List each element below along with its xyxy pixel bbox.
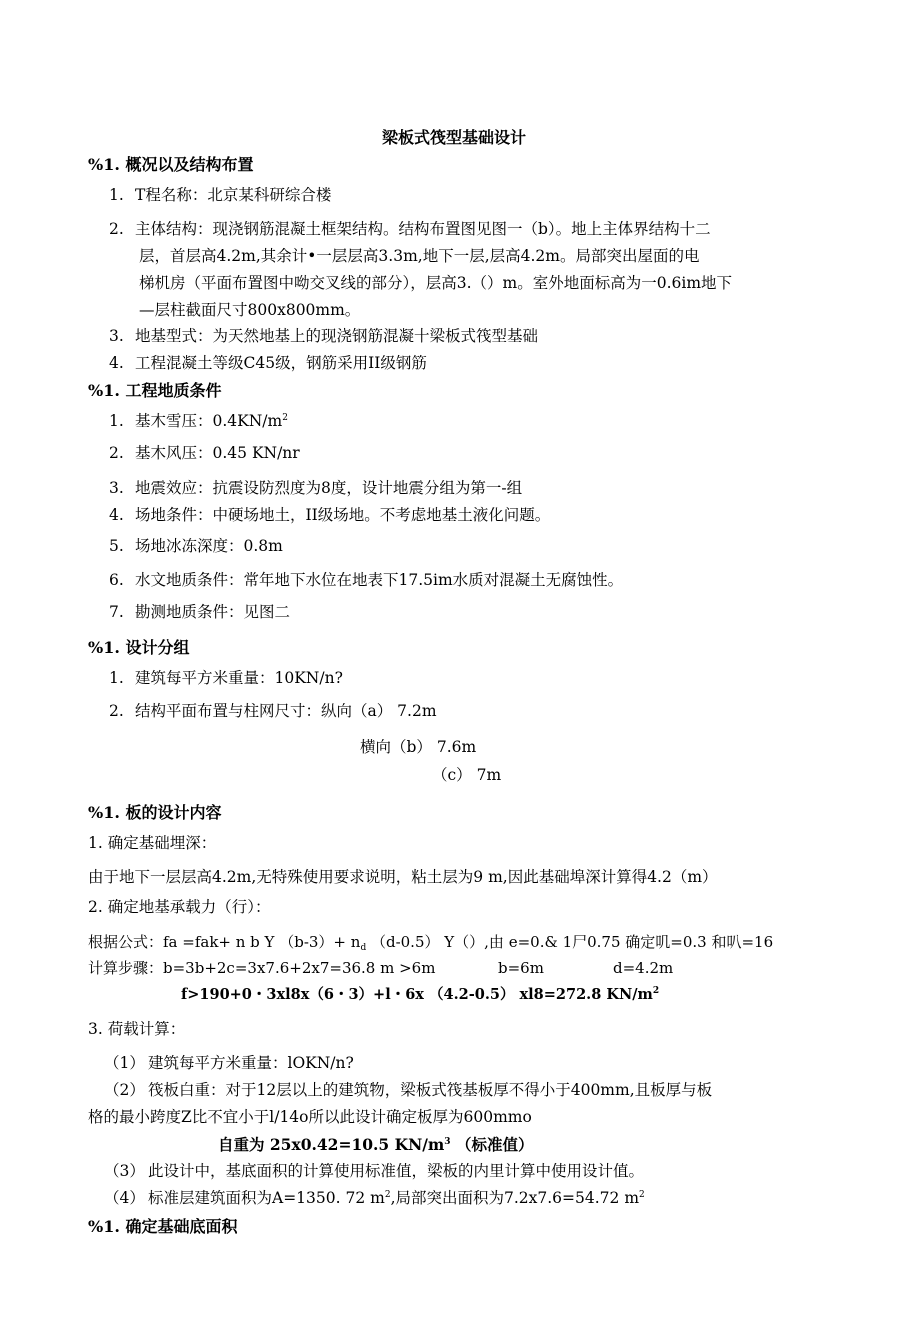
list-number: 1. [109, 186, 124, 204]
list-text: 水文地质条件：常年地下水位在地表下17.5im水质对混凝土无腐蚀性。 [135, 571, 624, 589]
superscript: 3 [444, 1137, 451, 1147]
paragraph-continuation: 梯机房（平面布置图中呦交叉线的部分），层高3.（）m。室外地面标高为一0.6im地下 [139, 274, 733, 292]
list-number: 2. [109, 702, 124, 720]
self-weight-text: 自重为 25x0.42=10.5 KN/m [218, 1135, 445, 1154]
list-item [109, 573, 623, 589]
list-number: 1. [109, 669, 124, 687]
superscript: 2 [282, 413, 288, 423]
load-item [104, 1056, 354, 1072]
section-heading-design-groups: %1. 设计分组 [88, 638, 190, 657]
load-text: ,局部突出面积为7.2x7.6=54.72 m [390, 1189, 640, 1207]
list-item [109, 704, 437, 720]
subheading: 2. 确定地基承载力（行）： [88, 898, 271, 916]
list-item [109, 446, 300, 462]
list-number: 3. [109, 327, 124, 345]
paragraph-continuation: 层，首层高4.2m,其余计•一层层高3.3m,地下一层,层高4.2m。局部突出屋面的电 [139, 247, 700, 265]
load-item [104, 1083, 712, 1099]
formula-part: （d-0.5） Y（）,由 e=0.& 1尸0.75 确定叽=0.3 和叭=16 [366, 933, 774, 951]
list-text: 场地条件：中硬场地土，II级场地。不考虑地基土液化问题。 [135, 506, 551, 524]
calc-step-b: b=6m [498, 959, 544, 977]
load-text: 标准层建筑面积为A=1350. 72 m [148, 1189, 385, 1207]
list-text: 场地冰冻深度：0.8m [135, 537, 283, 555]
load-text: 筏板白重：对于12层以上的建筑物，梁板式筏基板厚不得小于400mm,且板厚与板 [148, 1081, 713, 1099]
section-heading-overview: %1. 概况以及结构布置 [88, 155, 254, 174]
list-number: 1. [109, 412, 124, 430]
list-number: 6. [109, 571, 124, 589]
paragraph-continuation: 格的最小跨度Z比不宜小于l/14o所以此设计确定板厚为600mmo [88, 1108, 532, 1126]
self-weight-line [218, 1137, 533, 1153]
list-number: 5. [109, 537, 124, 555]
list-item [109, 222, 711, 238]
list-text: 地基型式：为天然地基上的现浇钢筋混凝十梁板式筏型基础 [135, 327, 539, 345]
result-text: f>190+0・3xl8x（6・3）+l・6x （4.2-0.5） xl8=272.8 KN/m [181, 986, 653, 1003]
list-text: 基木雪压：0.4KN/m [135, 412, 283, 430]
load-number: （4） [104, 1189, 145, 1207]
superscript: 2 [639, 1190, 645, 1200]
list-item [109, 481, 522, 497]
list-text: 地震效应：抗震设防烈度为8度，设计地震分组为第一-组 [135, 479, 523, 497]
load-number: （3） [104, 1162, 145, 1180]
paragraph: 由于地下一层层高4.2m,无特殊使用要求说明，粘土层为9 m,因此基础埠深计算得4.2（m） [88, 868, 718, 886]
list-item [109, 508, 550, 524]
superscript: 2 [384, 1190, 391, 1200]
list-item [109, 329, 538, 345]
standard-value-note: （标准值） [455, 1135, 534, 1154]
subscript: d [360, 943, 367, 953]
formula-part: 根据公式：fa =fak+ n b Y （b-3）+ n [88, 933, 361, 951]
list-text: 勘测地质条件：见图二 [135, 603, 291, 621]
list-item [109, 605, 290, 621]
load-text: 建筑每平方米重量：lOKN/n? [148, 1054, 354, 1072]
list-text: 建筑每平方米重量：10KN/n? [135, 669, 343, 687]
formula-line [88, 933, 774, 953]
list-number: 4. [109, 506, 124, 524]
load-item [104, 1191, 645, 1207]
list-item [109, 188, 331, 204]
list-text: T程名称：北京某科研综合楼 [135, 186, 332, 204]
section-heading-geology: %1. 工程地质条件 [88, 381, 222, 400]
list-number: 7. [109, 603, 124, 621]
load-text: 此设计中，基底面积的计算使用标准值，梁板的内里计算中使用设计值。 [148, 1162, 645, 1180]
section-heading-slab-design: %1. 板的设计内容 [88, 803, 222, 822]
calc-step: 计算步骤：b=3b+2c=3x7.6+2x7=36.8 m >6m [88, 959, 436, 977]
list-number: 3. [109, 479, 124, 497]
load-item [104, 1164, 644, 1180]
paragraph-continuation: —层柱截面尺寸800x800mm。 [139, 301, 361, 319]
list-number: 2. [109, 220, 124, 238]
document-title: 梁板式筏型基础设计 [382, 128, 527, 147]
grid-size-b: 横向（b） 7.6m [360, 738, 477, 756]
list-number: 4. [109, 354, 124, 372]
list-number: 2. [109, 444, 124, 462]
list-item [109, 539, 283, 555]
list-text: 主体结构：现浇钢筋混凝土框架结构。结构布置图见图一（b）。地上主体界结构十二 [135, 220, 711, 238]
subheading: 1. 确定基础埋深： [88, 834, 217, 852]
section-heading-foundation-area: %1. 确定基础底面积 [88, 1217, 238, 1236]
list-item [109, 671, 343, 687]
superscript: 2 [652, 986, 660, 996]
load-number: （1） [104, 1054, 145, 1072]
calc-step-d: d=4.2m [613, 959, 674, 977]
list-text: 结构平面布置与柱网尺寸：纵向（a） 7.2m [135, 702, 437, 720]
subheading: 3. 荷载计算： [88, 1020, 186, 1038]
load-number: （2） [104, 1081, 145, 1099]
list-text: 工程混凝土等级C45级，钢筋采用II级钢筋 [135, 354, 427, 372]
grid-size-c: （c） 7m [432, 766, 502, 784]
list-item [109, 356, 427, 372]
list-item [109, 414, 288, 430]
bearing-capacity-result [181, 988, 659, 1003]
list-text: 基木风压：0.45 KN/nr [135, 444, 300, 462]
